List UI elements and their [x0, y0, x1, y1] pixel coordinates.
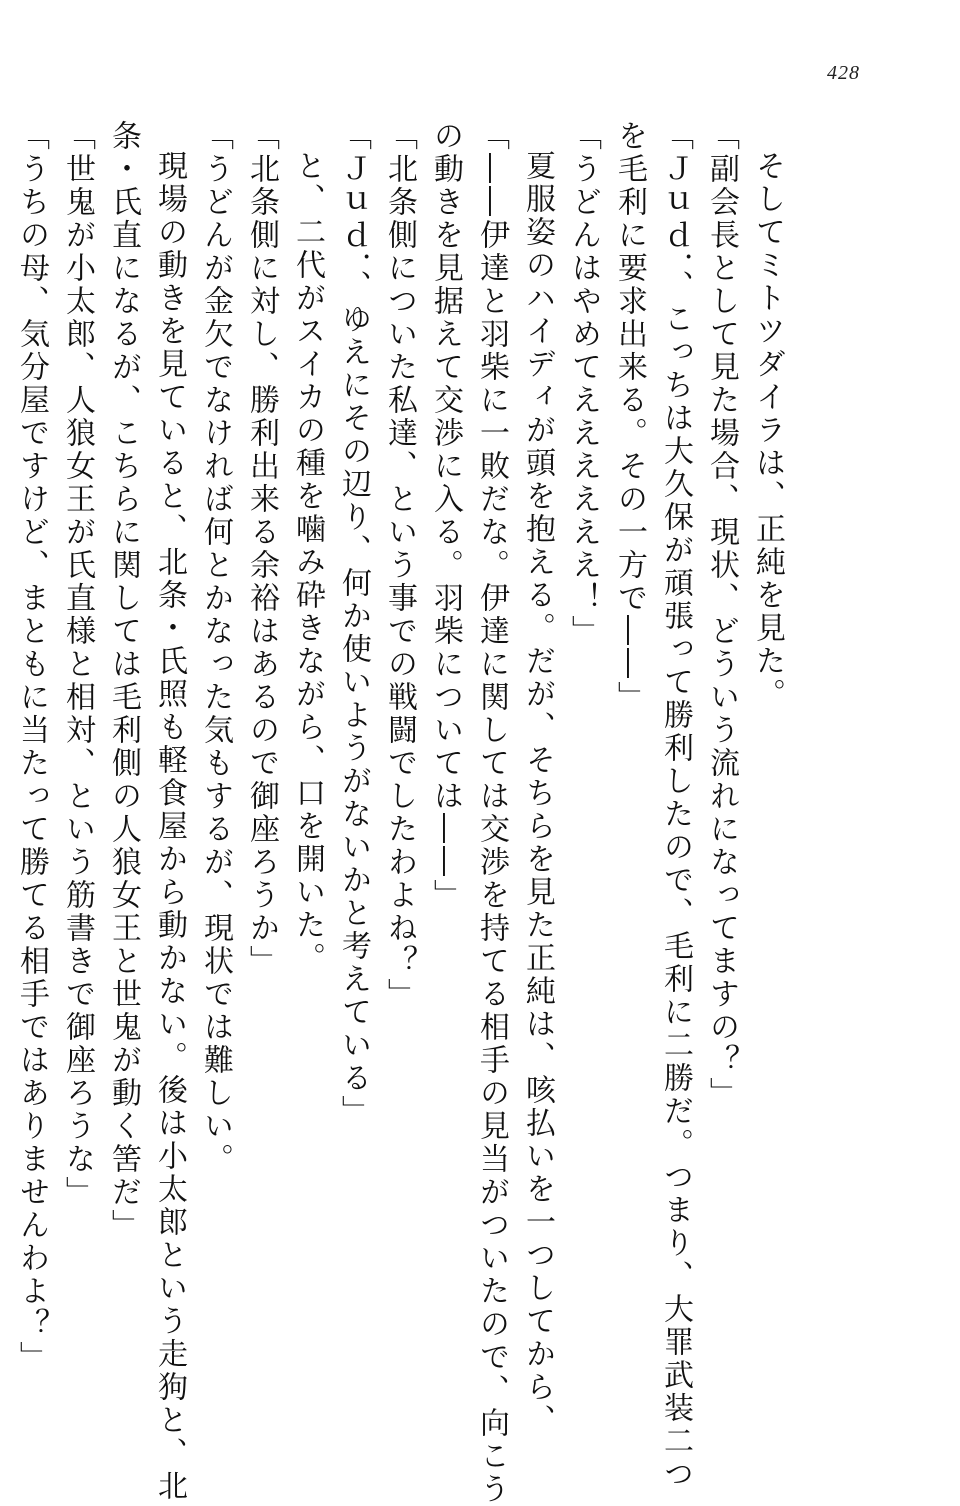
- text-line: 「世鬼が小太郎、人狼女王が氏直様と相対、という筋書きで御座ろうな」: [60, 120, 95, 1209]
- text-line: 夏服姿のハイディが頭を抱える。だが、そちらを見た正純は、咳払いを一つしてから、: [520, 150, 555, 1437]
- text-line: 「Ｊｕｄ．、こっちは大久保が頑張って勝利したので、毛利に二勝だ。つまり、大罪武装二つ: [658, 120, 693, 1491]
- text-line: 「北条側に対し、勝利出来る余裕はあるので御座ろうか」: [244, 120, 279, 978]
- text-line: 「うどんが金欠でなければ何とかなった気もするが、現状では難しい。: [198, 120, 233, 1176]
- text-line: を毛利に要求出来る。その一方で――」: [612, 120, 647, 714]
- text-line: 「――伊達と羽柴に一敗だな。伊達に関しては交渉を持てる相手の見当がついたので、向こう: [474, 120, 509, 1506]
- text-line: 「副会長として見た場合、現状、どういう流れになってますの？」: [704, 120, 739, 1110]
- text-line: 「うどんはやめてええええええ！」: [566, 120, 601, 648]
- text-line: 現場の動きを見ていると、北条・氏照も軽食屋から動かない。後は小太郎という走狗と、北: [152, 150, 187, 1503]
- text-line: 「Ｊｕｄ．、ゆえにその辺り、何か使いようがないかと考えている」: [336, 120, 371, 1128]
- text-line: 「北条側についた私達、という事での戦闘でしたわよね？」: [382, 120, 417, 1011]
- text-line: と、二代がスイカの種を噛み砕きながら、口を開いた。: [290, 150, 325, 975]
- text-line: そしてミトツダイラは、正純を見た。: [750, 150, 785, 711]
- page-number: 428: [827, 62, 860, 84]
- text-line: 「うちの母、気分屋ですけど、まともに当たって勝てる相手ではありませんわよ？」: [14, 120, 49, 1374]
- text-line: の動きを見据えて交渉に入る。羽柴については――」: [428, 120, 463, 912]
- text-line: 条・氏直になるが、こちらに関しては毛利側の人狼女王と世鬼が動く筈だ」: [106, 120, 141, 1242]
- vertical-text-body: [14, 120, 790, 1506]
